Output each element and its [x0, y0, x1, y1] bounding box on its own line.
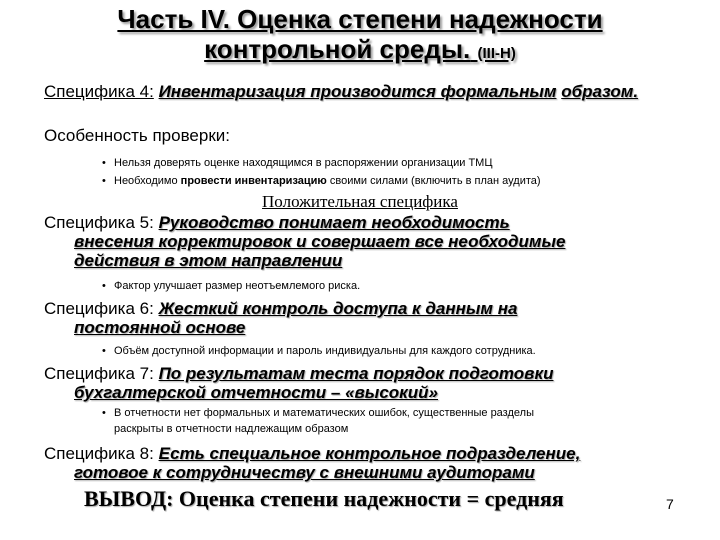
bullet-7: [102, 405, 714, 437]
spec-4-text-cont: образом.: [561, 82, 639, 101]
bullet-dot-icon: •: [102, 407, 106, 419]
positive-heading: Положительная специфика: [262, 192, 458, 211]
bullet-check-1-text: Нельзя доверять оценке находящимся в распоряжении организации ТМЦ: [114, 157, 493, 169]
conclusion: ВЫВОД: Оценка степени надежности = средняя: [84, 486, 564, 511]
spec-7-text-2: бухгалтерской отчетности – «высокий»: [74, 383, 439, 402]
bullet-check-1: [102, 155, 714, 171]
spec-8-line-2: [44, 463, 704, 482]
spec-6-line-2: [44, 318, 704, 337]
spec-5-label: Специфика 5:: [44, 213, 154, 232]
spec-8-line-1: [44, 444, 704, 463]
spec-8-text-1: Есть специальное контрольное подразделение,: [158, 444, 581, 463]
spec-7-text-1: По результатам теста порядок подготовки: [158, 364, 554, 383]
spec-5-line-2: [44, 232, 704, 251]
bullet-check-2: [102, 173, 714, 189]
title-line-1: Часть IV. Оценка степени надежности: [117, 4, 603, 34]
spec-6: [44, 299, 704, 337]
spec-6-text-2: постоянной основе: [74, 318, 246, 337]
bullet-dot-icon: •: [102, 280, 106, 292]
spec-7-label: Специфика 7:: [44, 364, 154, 383]
bullet-check-2-post: своими силами (включить в план аудита): [326, 175, 541, 187]
spec-5-text-3: действия в этом направлении: [74, 251, 343, 270]
title-line-2: [0, 34, 720, 69]
spec-6-text-1: Жесткий контроль доступа к данным на: [158, 299, 518, 318]
bullet-dot-icon: •: [102, 157, 106, 169]
check-feature-label: Особенность проверки:: [44, 126, 230, 145]
spec-6-line-1: [44, 299, 704, 318]
slide-title: [0, 4, 720, 69]
title-line-2-text: контрольной среды.: [204, 34, 471, 64]
bullet-7-line-1: В отчетности нет формальных и математических ошибок, существенные разделы: [114, 407, 534, 419]
spec-7-line-2: [44, 383, 704, 402]
spec-5-text-2: внесения корректировок и совершает все необходимые: [74, 232, 566, 251]
spec-8-text-2: готовое к сотрудничеству с внешними аудиторами: [74, 463, 535, 482]
bullet-5-text: Фактор улучшает размер неотъемлемого риска.: [114, 280, 361, 292]
title-suffix: (III-Н): [477, 45, 516, 62]
spec-8: [44, 444, 704, 482]
spec-5-line-1: [44, 213, 704, 232]
spec-5-line-3: [44, 251, 704, 270]
spec-5-text-1: Руководство понимает необходимость: [158, 213, 510, 232]
spec-4-label: Специфика 4:: [44, 82, 154, 101]
bullet-dot-icon: •: [102, 175, 106, 187]
page-number: 7: [666, 496, 674, 512]
bullet-check-2-pre: Необходимо: [114, 175, 181, 187]
spec-4: [44, 82, 720, 101]
bullet-dot-icon: •: [102, 345, 106, 357]
bullet-5: [102, 278, 714, 294]
bullet-6-text: Объём доступной информации и пароль индивидуальны для каждого сотрудника.: [114, 345, 536, 357]
spec-7-line-1: [44, 364, 704, 383]
spec-4-text: Инвентаризация производится формальным: [158, 82, 557, 101]
bullet-6: [102, 343, 714, 359]
bullet-7-line-2: раскрыты в отчетности надлежащим образом: [114, 423, 349, 435]
spec-6-label: Специфика 6:: [44, 299, 154, 318]
spec-8-label: Специфика 8:: [44, 444, 154, 463]
bullet-check-2-bold: провести инвентаризацию: [180, 175, 327, 187]
spec-5: [44, 213, 704, 270]
spec-7: [44, 364, 704, 402]
